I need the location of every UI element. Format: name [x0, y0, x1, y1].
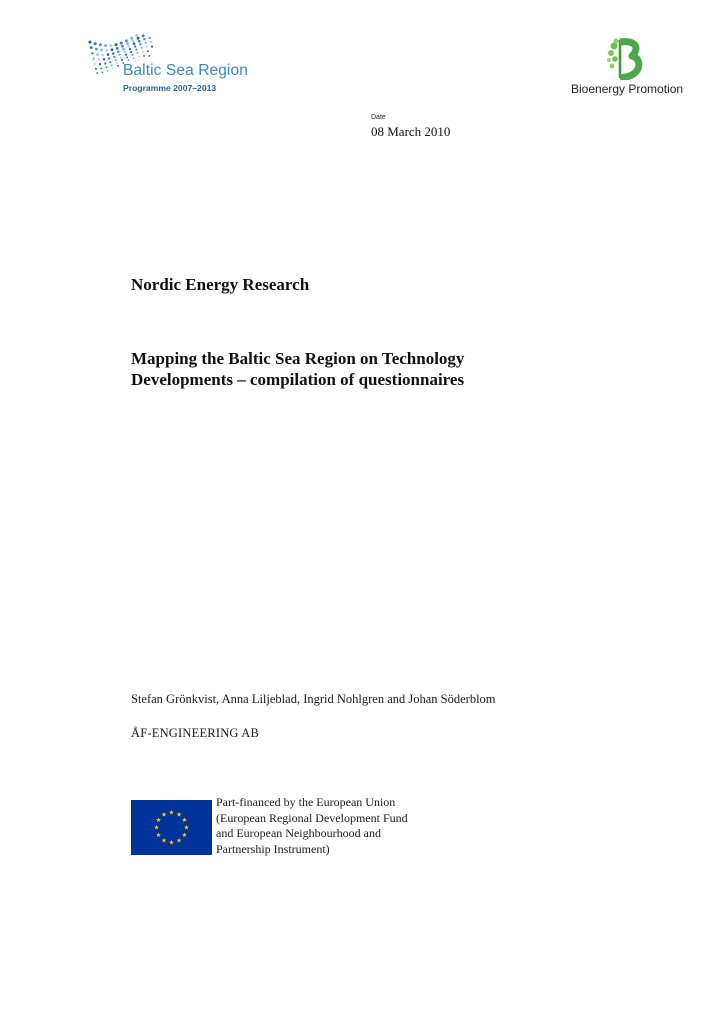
logo-dot: [144, 42, 146, 44]
eu-star: [169, 840, 174, 845]
logo-dot: [134, 45, 136, 47]
logo-dot: [130, 51, 132, 53]
eu-star: [162, 838, 167, 843]
logo-dot: [103, 58, 105, 60]
logo-dot: [96, 53, 99, 56]
eu-star: [182, 832, 187, 837]
logo-dot: [95, 68, 97, 70]
eu-star: [177, 838, 182, 843]
logo-dot: [107, 53, 110, 56]
logo-dot: [131, 54, 133, 56]
tree-b-icon: [606, 38, 646, 80]
logo-dot: [109, 44, 112, 47]
logo-dot: [112, 68, 114, 70]
logo-dot: [121, 45, 124, 48]
logo-dot: [143, 38, 146, 41]
logo-dot: [147, 50, 149, 52]
logo-dot: [117, 50, 120, 53]
logo-dot: [94, 63, 96, 65]
logo-dot: [137, 52, 139, 54]
funding-line: Part-financed by the European Union: [216, 795, 396, 809]
funding-line: Partnership Instrument): [216, 841, 330, 856]
logo-dot: [138, 40, 141, 43]
logo-name: Bioenergy Promotion: [571, 82, 684, 96]
funding-statement: [216, 795, 476, 857]
logo-dot: [108, 57, 110, 59]
logo-dot: [105, 49, 108, 52]
logo-subtitle: Programme 2007–2013: [123, 83, 217, 93]
logo-dot: [89, 41, 92, 44]
logo-dot: [120, 42, 123, 45]
logo-dot: [150, 41, 152, 43]
logo-dot: [116, 62, 118, 64]
logo-dot: [118, 53, 120, 55]
logo-dot: [94, 42, 97, 45]
baltic-sea-region-logo: [86, 34, 256, 98]
logo-dot: [104, 44, 107, 47]
logo-dot: [112, 52, 115, 55]
logo-dot: [133, 42, 136, 45]
logo-dot: [121, 59, 123, 61]
logo-dot: [111, 48, 114, 51]
eu-star: [156, 817, 161, 822]
logo-dot: [141, 47, 143, 49]
funding-line: (European Regional Development Fund: [216, 810, 408, 825]
funding-line: and European Neighbourhood and: [216, 826, 381, 840]
logo-dot: [148, 37, 151, 40]
eu-star: [156, 832, 161, 837]
eu-star: [162, 812, 167, 817]
eu-star: [169, 810, 174, 815]
logo-dot: [130, 37, 133, 40]
logo-dot: [142, 34, 145, 37]
logo-dot: [105, 66, 107, 68]
logo-dot: [98, 58, 100, 60]
logo-dot: [95, 48, 98, 51]
logo-dot: [92, 57, 94, 59]
eu-star: [184, 825, 189, 830]
date-value: 08 March 2010: [371, 124, 451, 139]
title-line: Developments – compilation of questionnaires: [131, 370, 465, 389]
title-line: Mapping the Baltic Sea Region on Technology: [131, 349, 465, 368]
logo-dot: [113, 56, 115, 58]
logo-dot: [90, 46, 93, 49]
logo-dot: [115, 43, 118, 46]
logo-dot: [131, 40, 134, 43]
logo-dot: [139, 43, 141, 45]
logo-dot: [125, 54, 127, 56]
date-label: Date: [371, 114, 386, 121]
logo-dot: [100, 49, 103, 52]
eu-star: [154, 825, 159, 830]
logo-dot: [99, 63, 101, 65]
logo-dot: [135, 48, 137, 50]
logo-dot: [125, 39, 128, 42]
logo-dot: [142, 51, 144, 53]
document-title: [131, 348, 581, 390]
logo-dot: [124, 51, 126, 53]
logo-dot: [138, 56, 140, 58]
logo-dot: [126, 42, 129, 45]
logo-dot: [107, 70, 109, 72]
logo-dot: [120, 56, 122, 58]
logo-dot: [115, 59, 117, 61]
logo-dot: [133, 57, 135, 59]
logo-dot: [102, 71, 104, 73]
company-name: ÅF-ENGINEERING AB: [131, 726, 260, 740]
logo-dot: [148, 55, 150, 57]
organization-title: Nordic Energy Research: [131, 275, 310, 294]
logo-dot: [100, 67, 102, 69]
logo-dot: [116, 47, 119, 50]
eu-star: [177, 812, 182, 817]
logo-name: Baltic Sea Region: [123, 62, 248, 79]
logo-dot: [104, 62, 106, 64]
eu-star: [182, 817, 187, 822]
logo-dot: [137, 37, 140, 40]
eu-flag-icon: [131, 800, 212, 855]
bioenergy-promotion-logo: [566, 38, 698, 98]
logo-dot: [129, 48, 131, 50]
logo-dot: [135, 34, 138, 37]
logo-dot: [151, 46, 153, 48]
authors: Stefan Grönkvist, Anna Liljeblad, Ingrid Nohlgren and Johan Söderblom: [131, 692, 496, 706]
logo-dot: [128, 59, 130, 61]
logo-dot: [96, 72, 98, 74]
logo-dot: [117, 65, 119, 67]
logo-dot: [126, 56, 128, 58]
logo-dot: [99, 43, 102, 46]
logo-dot: [122, 48, 125, 51]
logo-dot: [91, 52, 94, 55]
logo-dot: [143, 55, 145, 57]
logo-dot: [111, 64, 113, 66]
logo-dot: [109, 61, 111, 63]
logo-dot: [102, 54, 105, 57]
logo-dot: [128, 45, 131, 48]
logo-dot: [146, 46, 148, 48]
